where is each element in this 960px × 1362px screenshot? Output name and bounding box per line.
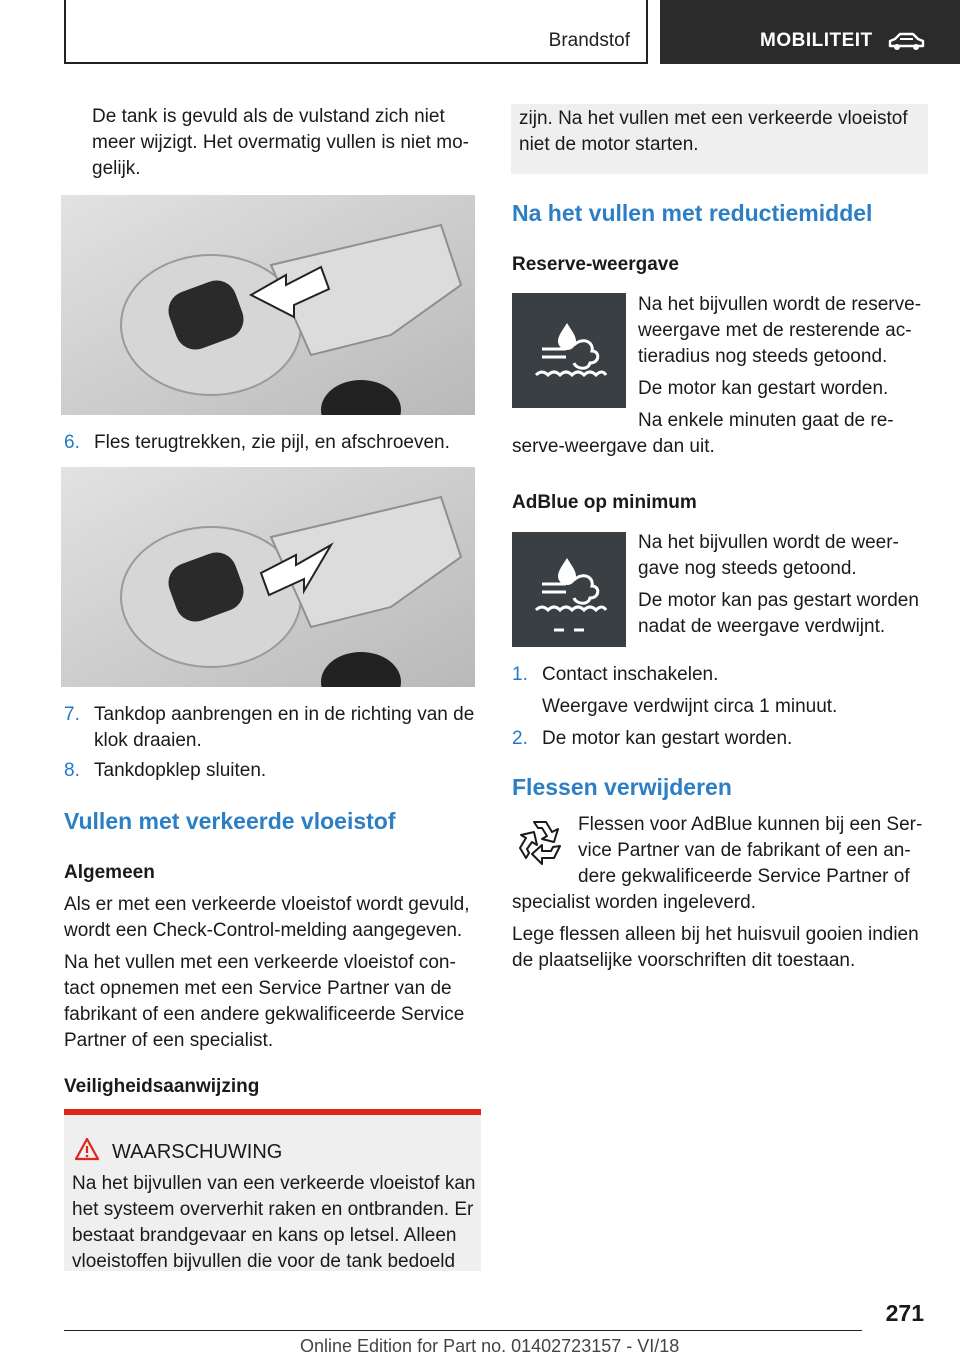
general-p2-line-2: tact opnemen met een Service Partner van de	[64, 978, 452, 999]
adblue-reserve-indicator	[512, 293, 626, 408]
heading-wrong-fluid: Vullen met verkeerde vloeistof	[64, 808, 396, 834]
step-7-number: 7.	[64, 704, 80, 725]
reserve-line-2: weergave met de resterende ac-	[638, 320, 912, 341]
adblue-minimum-icon	[512, 532, 626, 647]
empty-bottles-line-1: Lege flessen alleen bij het huisvuil gooien indien	[512, 924, 919, 945]
step-6-text: Fles terugtrekken, zie pijl, en afschroeven.	[94, 432, 450, 453]
subheading-general: Algemeen	[64, 862, 155, 883]
adblue-reserve-icon	[512, 293, 626, 408]
reserve-p3-line-2: serve-weergave dan uit.	[512, 436, 715, 457]
warning-box	[64, 1115, 481, 1271]
header-chapter-box	[660, 0, 960, 64]
minimum-p2-line-2: nadat de weergave verdwijnt.	[638, 616, 886, 637]
general-p2-line-4: Partner of een specialist.	[64, 1030, 274, 1051]
reserve-p2: De motor kan gestart worden.	[638, 378, 889, 399]
warning-cont-line-1: zijn. Na het vullen met een verkeerde vloeistof	[519, 108, 908, 129]
general-p1-line-1: Als er met een verkeerde vloeistof wordt gevuld,	[64, 894, 470, 915]
step-6-number: 6.	[64, 432, 80, 453]
warning-cont-line-2: niet de motor starten.	[519, 134, 699, 155]
warning-line-3: bestaat brandgevaar en kans op letsel. Alleen	[72, 1225, 457, 1246]
minimum-p2-line-1: De motor kan pas gestart worden	[638, 590, 919, 611]
page-number: 271	[885, 1300, 924, 1326]
warning-line-1: Na het bijvullen van een verkeerde vloeistof kan	[72, 1173, 476, 1194]
intro-line-2: meer wijzigt. Het overmatig vullen is niet mo-	[92, 132, 469, 153]
step-7-text-line-2: klok draaien.	[94, 730, 202, 751]
subheading-reserve: Reserve-weergave	[512, 254, 679, 275]
step-2-number: 2.	[512, 728, 528, 749]
subheading-adblue-minimum: AdBlue op minimum	[512, 492, 697, 513]
heading-after-refill: Na het vullen met reductiemiddel	[512, 200, 873, 226]
step-7-text-line-1: Tankdop aanbrengen en in de richting van de	[94, 704, 475, 725]
step-2-text: De motor kan gestart worden.	[542, 728, 793, 749]
warning-line-4: vloeistoffen bijvullen die voor de tank bedoeld	[72, 1251, 456, 1272]
recycle-icon	[514, 816, 566, 868]
warning-triangle-icon	[74, 1137, 100, 1161]
adblue-minimum-indicator	[512, 532, 626, 647]
heading-bottle-disposal: Flessen verwijderen	[512, 774, 732, 800]
step-1-subtext: Weergave verdwijnt circa 1 minuut.	[542, 696, 838, 717]
step-1-number: 1.	[512, 664, 528, 685]
warning-line-2: het systeem oververhit raken en ontbranden. Er	[72, 1199, 474, 1220]
warning-title: WAARSCHUWING	[112, 1141, 283, 1163]
recycle-line-2: vice Partner van de fabrikant of een an-	[578, 840, 911, 861]
recycle-line-4: specialist worden ingeleverd.	[512, 892, 756, 913]
general-p2-line-3: fabrikant of een andere gekwalificeerde Service	[64, 1004, 465, 1025]
minimum-line-1: Na het bijvullen wordt de weer-	[638, 532, 899, 553]
step-1-text: Contact inschakelen.	[542, 664, 719, 685]
footer-divider	[64, 1330, 862, 1331]
subheading-safety: Veiligheidsaanwijzing	[64, 1076, 260, 1097]
recycle-line-1: Flessen voor AdBlue kunnen bij een Ser-	[578, 814, 923, 835]
general-p2-line-1: Na het vullen met een verkeerde vloeistof con-	[64, 952, 456, 973]
header-chapter-title: MOBILITEIT	[760, 30, 873, 51]
step-8-text: Tankdopklep sluiten.	[94, 760, 267, 781]
header-section-title: Brandstof	[548, 30, 630, 51]
header-section-box	[64, 0, 648, 64]
edition-label: Online Edition for Part no. 01402723157 - VI/18	[300, 1336, 680, 1356]
intro-line-1: De tank is gevuld als de vulstand zich niet	[92, 106, 445, 127]
filler-bottle-photo-2	[61, 467, 475, 687]
reserve-line-1: Na het bijvullen wordt de reserve-	[638, 294, 922, 315]
warning-continuation-box	[511, 104, 928, 174]
step-8-number: 8.	[64, 760, 80, 781]
general-p1-line-2: wordt een Check-Control-melding aangegeven.	[64, 920, 463, 941]
reserve-p3-line-1: Na enkele minuten gaat de re-	[638, 410, 894, 431]
intro-line-3: gelijk.	[92, 158, 141, 179]
car-icon	[886, 30, 926, 52]
recycle-line-3: dere gekwalificeerde Service Partner of	[578, 866, 910, 887]
minimum-line-2: gave nog steeds getoond.	[638, 558, 857, 579]
empty-bottles-line-2: de plaatselijke voorschriften dit toestaan.	[512, 950, 856, 971]
filler-bottle-photo-1	[61, 195, 475, 415]
reserve-line-3: tieradius nog steeds getoond.	[638, 346, 888, 367]
